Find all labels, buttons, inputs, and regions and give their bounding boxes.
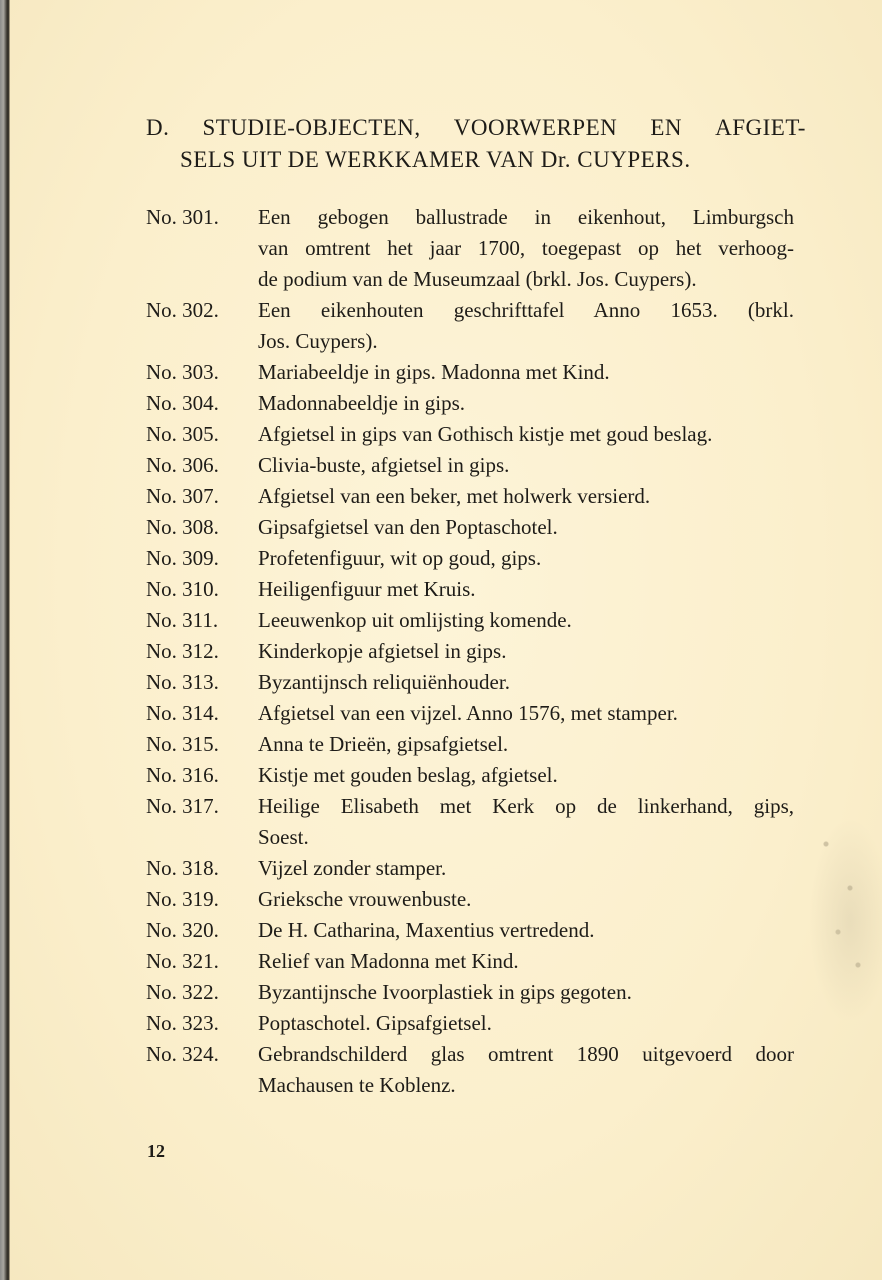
entry-number: No. 301. (146, 205, 219, 229)
heading-line-2: SELS UIT DE WERKKAMER VAN Dr. CUYPERS. (180, 147, 691, 172)
entry-description-line: Afgietsel in gips van Gothisch kistje met goud beslag. (258, 422, 713, 446)
entry-number: No. 319. (146, 887, 219, 911)
entry-description-line: Profetenfiguur, wit op goud, gips. (258, 546, 542, 570)
catalogue-entry (146, 1039, 794, 1101)
entry-description (258, 543, 794, 574)
catalogue-entry (146, 574, 794, 605)
entry-description (258, 760, 794, 791)
entry-number: No. 303. (146, 360, 219, 384)
catalogue-entry (146, 729, 794, 760)
entry-description-line: Madonnabeeldje in gips. (258, 391, 466, 415)
paper-stains (802, 800, 882, 1020)
entry-description-line: Byzantijnsche Ivoorplastiek in gips gegoten. (258, 980, 632, 1004)
catalogue-entries (146, 202, 794, 1101)
heading-word: EN (650, 115, 683, 140)
entry-description (258, 884, 794, 915)
catalogue-entry (146, 543, 794, 574)
entry-description-line: de podium van de Museumzaal (brkl. Jos. Cuypers). (258, 267, 697, 291)
heading-word: D. (146, 115, 170, 140)
entry-description-line: Poptaschotel. Gipsafgietsel. (258, 1011, 492, 1035)
entry-description-line: Heiligenfiguur met Kruis. (258, 577, 476, 601)
entry-description-line: Soest. (258, 825, 309, 849)
catalogue-entry (146, 636, 794, 667)
entry-description-line: Een eikenhouten geschrifttafel Anno 1653. (brkl. (258, 298, 794, 322)
entry-description-line: Heilige Elisabeth met Kerk op de linkerhand, gips, (258, 794, 794, 818)
entry-number: No. 306. (146, 453, 219, 477)
catalogue-entry (146, 419, 794, 450)
entry-description (258, 729, 794, 760)
entry-number: No. 324. (146, 1042, 219, 1066)
entry-description (258, 202, 794, 295)
entry-description-line: Afgietsel van een beker, met holwerk versierd. (258, 484, 651, 508)
entry-description (258, 667, 794, 698)
entry-description-line: Gipsafgietsel van den Poptaschotel. (258, 515, 558, 539)
entry-description-line: Relief van Madonna met Kind. (258, 949, 519, 973)
catalogue-entry (146, 202, 794, 295)
entry-number: No. 316. (146, 763, 219, 787)
entry-number: No. 311. (146, 608, 219, 632)
catalogue-entry (146, 698, 794, 729)
entry-description-line: Mariabeeldje in gips. Madonna met Kind. (258, 360, 610, 384)
entry-description (258, 946, 794, 977)
entry-description (258, 977, 794, 1008)
entry-description-line: Byzantijnsch reliquiënhouder. (258, 670, 510, 694)
catalogue-entry (146, 512, 794, 543)
entry-description-line: Vijzel zonder stamper. (258, 856, 447, 880)
entry-number: No. 321. (146, 949, 219, 973)
entry-description-line: Kinderkopje afgietsel in gips. (258, 639, 507, 663)
entry-description (258, 295, 794, 357)
catalogue-entry (146, 760, 794, 791)
entry-number: No. 308. (146, 515, 219, 539)
catalogue-entry (146, 357, 794, 388)
entry-description (258, 1039, 794, 1101)
entry-description-line: Kistje met gouden beslag, afgietsel. (258, 763, 558, 787)
entry-description-line: Afgietsel van een vijzel. Anno 1576, met stamper. (258, 701, 678, 725)
entry-number: No. 313. (146, 670, 219, 694)
entry-description (258, 388, 794, 419)
catalogue-entry (146, 667, 794, 698)
entry-description-line: De H. Catharina, Maxentius vertredend. (258, 918, 595, 942)
entry-number: No. 318. (146, 856, 219, 880)
entry-description (258, 915, 794, 946)
entry-number: No. 304. (146, 391, 219, 415)
entry-description (258, 481, 794, 512)
entry-description-line: Anna te Drieën, gipsafgietsel. (258, 732, 509, 756)
entry-description (258, 1008, 794, 1039)
entry-description-line: Een gebogen ballustrade in eikenhout, Limburgsch (258, 205, 794, 229)
entry-description-line: van omtrent het jaar 1700, toegepast op het verhoog- (258, 236, 794, 260)
entry-description-line: Jos. Cuypers). (258, 329, 378, 353)
catalogue-entry (146, 915, 794, 946)
catalogue-entry (146, 605, 794, 636)
entry-number: No. 307. (146, 484, 219, 508)
entry-description-line: Grieksche vrouwenbuste. (258, 887, 472, 911)
entry-number: No. 310. (146, 577, 219, 601)
entry-description (258, 636, 794, 667)
entry-number: No. 322. (146, 980, 219, 1004)
entry-description (258, 853, 794, 884)
heading-word: STUDIE-OBJECTEN, (202, 115, 421, 140)
entry-description (258, 450, 794, 481)
book-binding-edge (0, 0, 10, 1280)
entry-description-line: Machausen te Koblenz. (258, 1073, 456, 1097)
entry-description (258, 791, 794, 853)
catalogue-entry (146, 450, 794, 481)
entry-number: No. 317. (146, 794, 219, 818)
entry-number: No. 314. (146, 701, 219, 725)
entry-number: No. 315. (146, 732, 219, 756)
entry-number: No. 302. (146, 298, 219, 322)
entry-description (258, 357, 794, 388)
catalogue-entry (146, 295, 794, 357)
entry-description (258, 512, 794, 543)
catalogue-entry (146, 1008, 794, 1039)
entry-description-line: Leeuwenkop uit omlijsting komende. (258, 608, 572, 632)
entry-description (258, 605, 794, 636)
heading-line-1 (146, 112, 806, 144)
entry-number: No. 323. (146, 1011, 219, 1035)
page-number: 12 (147, 1141, 165, 1161)
catalogue-entry (146, 388, 794, 419)
catalogue-entry (146, 853, 794, 884)
entry-number: No. 309. (146, 546, 219, 570)
catalogue-entry (146, 946, 794, 977)
entry-description (258, 698, 794, 729)
section-heading (146, 112, 806, 176)
entry-description-line: Clivia-buste, afgietsel in gips. (258, 453, 510, 477)
heading-word: AFGIET- (715, 115, 806, 140)
entry-description-line: Gebrandschilderd glas omtrent 1890 uitgevoerd door (258, 1042, 794, 1066)
catalogue-entry (146, 977, 794, 1008)
heading-word: VOORWERPEN (453, 115, 618, 140)
entry-description (258, 419, 794, 450)
entry-number: No. 312. (146, 639, 219, 663)
entry-number: No. 320. (146, 918, 219, 942)
entry-number: No. 305. (146, 422, 219, 446)
catalogue-entry (146, 884, 794, 915)
catalogue-entry (146, 481, 794, 512)
catalogue-entry (146, 791, 794, 853)
entry-description (258, 574, 794, 605)
